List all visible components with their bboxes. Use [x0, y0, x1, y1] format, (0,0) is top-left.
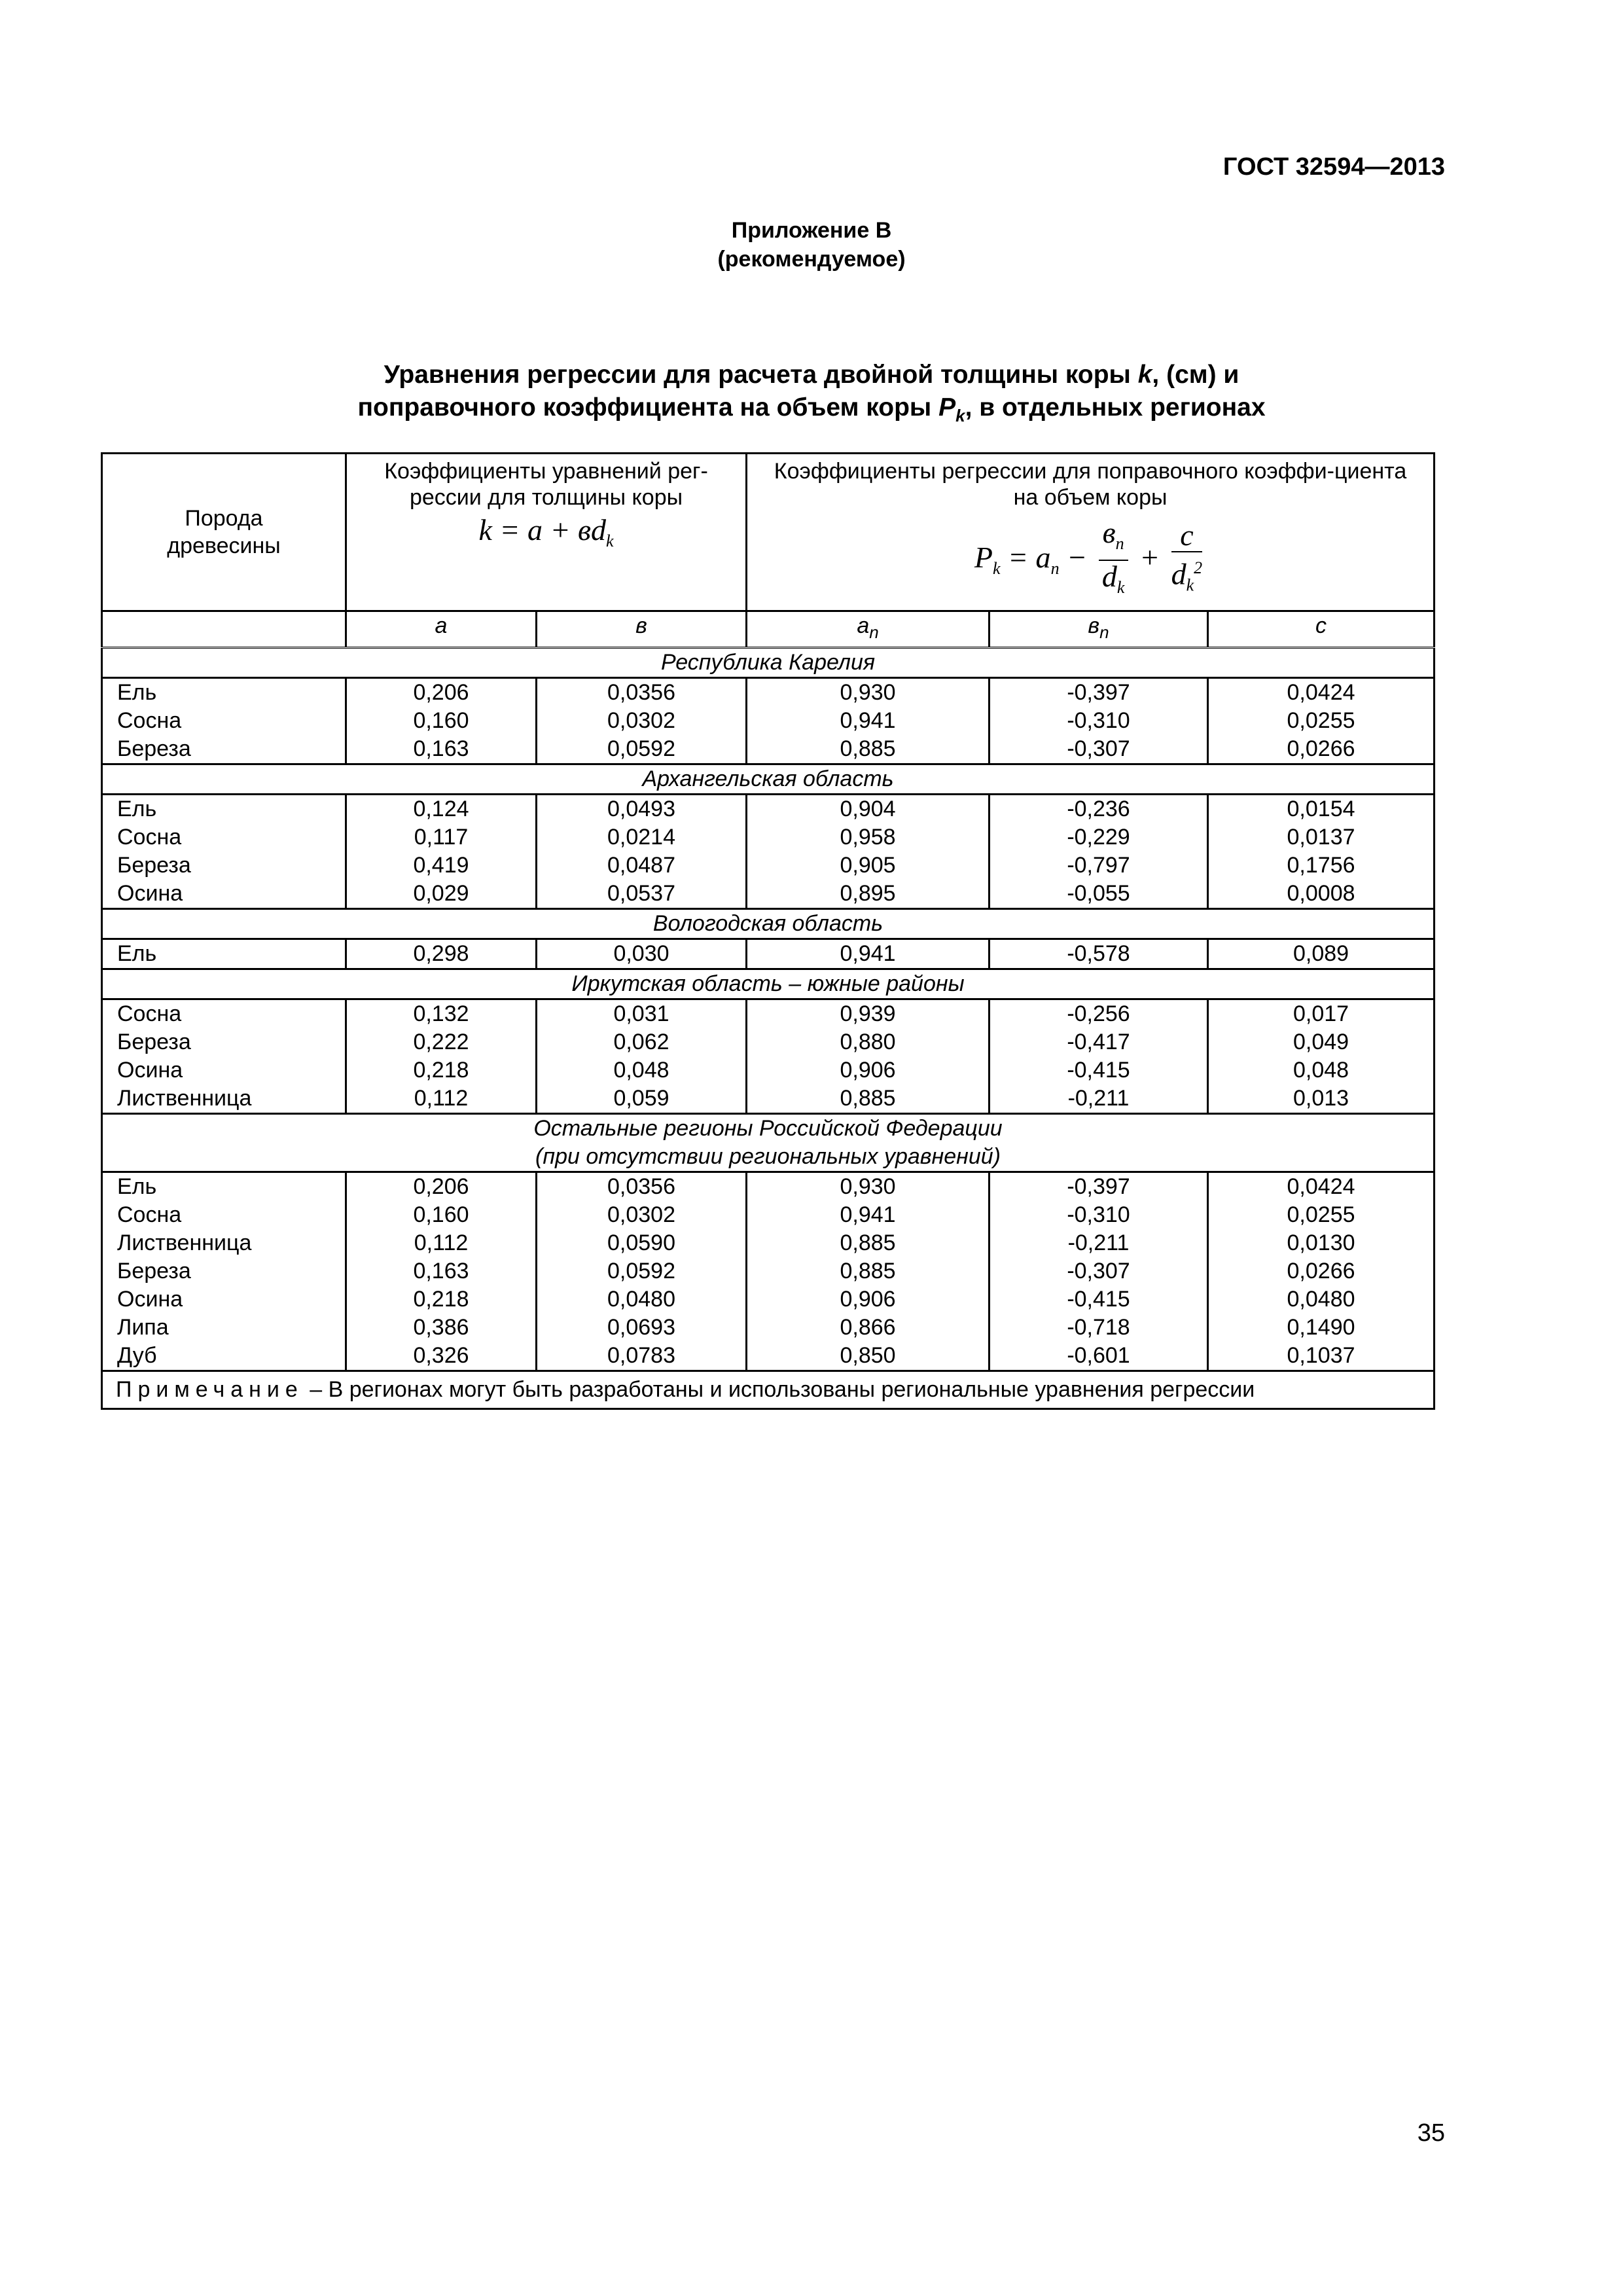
coefficient-cell: 0,904: [747, 794, 990, 823]
coefficient-cell: 0,059: [537, 1085, 747, 1114]
coefficient-cell: 0,939: [747, 999, 990, 1028]
coefficient-cell: 0,0783: [537, 1342, 747, 1371]
coefficient-cell: 0,895: [747, 880, 990, 909]
coefficient-cell: 0,1037: [1208, 1342, 1435, 1371]
coefficient-cell: 0,298: [346, 939, 537, 969]
coefficient-cell: 0,0590: [537, 1229, 747, 1257]
wood-species-cell: Ель: [102, 1172, 346, 1201]
title-text: , в отдельных регионах: [965, 393, 1266, 422]
coefficient-cell: 0,0255: [1208, 1201, 1435, 1229]
coefficient-cell: 0,124: [346, 794, 537, 823]
table-row: [102, 999, 1435, 1028]
wood-species-cell: Сосна: [102, 999, 346, 1028]
title-symbol-pk: $P_k$: [938, 393, 965, 425]
coefficient-cell: -0,055: [990, 880, 1208, 909]
coefficient-cell: -0,397: [990, 1172, 1208, 1201]
wood-species-cell: Дуб: [102, 1342, 346, 1371]
bark-volume-formula: $P_k = a_n$ − $\frac{в_n}{d_k}$ + $\frac{c}{d_k^2}$: [974, 516, 1203, 598]
title-symbol-k: k: [1137, 361, 1152, 389]
coefficient-cell: 0,906: [747, 1056, 990, 1085]
coefficient-cell: 0,419: [346, 852, 537, 880]
table-row: [102, 852, 1435, 880]
wood-species-cell: Ель: [102, 677, 346, 707]
column-symbol-an: $а_n$: [747, 611, 990, 648]
coefficient-cell: 0,1756: [1208, 852, 1435, 880]
coefficient-cell: -0,578: [990, 939, 1208, 969]
coefficient-cell: 0,0424: [1208, 1172, 1435, 1201]
coefficient-cell: 0,0480: [1208, 1285, 1435, 1314]
table-row: [102, 1201, 1435, 1229]
table-title-line-1: [0, 359, 1623, 391]
coefficient-cell: 0,062: [537, 1028, 747, 1056]
table-title: [0, 359, 1623, 432]
coefficient-cell: -0,718: [990, 1314, 1208, 1342]
column-symbol-blank: [102, 611, 346, 648]
coefficient-cell: 0,0266: [1208, 1257, 1435, 1285]
coefficient-cell: -0,417: [990, 1028, 1208, 1056]
header-row: [102, 454, 1435, 611]
coefficient-cell: -0,310: [990, 707, 1208, 735]
region-name: [102, 647, 1435, 677]
coefficient-cell: 0,049: [1208, 1028, 1435, 1056]
appendix-heading: [0, 216, 1623, 274]
table-row: [102, 1056, 1435, 1085]
coefficient-cell: 0,1490: [1208, 1314, 1435, 1342]
coefficient-cell: 0,0480: [537, 1285, 747, 1314]
coefficient-cell: 0,0693: [537, 1314, 747, 1342]
coefficient-cell: 0,222: [346, 1028, 537, 1056]
wood-species-cell: Береза: [102, 1257, 346, 1285]
region-name-line: Архангельская область: [642, 766, 894, 791]
coefficient-cell: 0,163: [346, 1257, 537, 1285]
coefficient-cell: -0,307: [990, 1257, 1208, 1285]
table-row: [102, 1257, 1435, 1285]
coefficient-cell: 0,906: [747, 1285, 990, 1314]
coefficient-cell: 0,013: [1208, 1085, 1435, 1114]
coefficient-cell: 0,0137: [1208, 823, 1435, 852]
coefficient-cell: 0,941: [747, 707, 990, 735]
coefficient-cell: 0,048: [1208, 1056, 1435, 1085]
region-name: [102, 908, 1435, 939]
coefficient-cell: 0,031: [537, 999, 747, 1028]
table-title-line-2: [0, 391, 1623, 432]
coefficient-cell: 0,0537: [537, 880, 747, 909]
region-header-row: [102, 969, 1435, 999]
coefficient-cell: -0,211: [990, 1085, 1208, 1114]
table-row: [102, 1028, 1435, 1056]
coefficient-cell: 0,930: [747, 1172, 990, 1201]
coefficient-cell: 0,0356: [537, 677, 747, 707]
region-header-row: [102, 1113, 1435, 1172]
wood-species-cell: Ель: [102, 794, 346, 823]
coefficient-cell: 0,866: [747, 1314, 990, 1342]
coefficient-cell: -0,236: [990, 794, 1208, 823]
coefficient-cell: 0,0302: [537, 1201, 747, 1229]
coefficient-cell: 0,117: [346, 823, 537, 852]
coefficient-cell: 0,0487: [537, 852, 747, 880]
coefficient-cell: 0,218: [346, 1056, 537, 1085]
note-row: [102, 1371, 1435, 1408]
wood-species-cell: Осина: [102, 1285, 346, 1314]
regression-table: [101, 452, 1435, 1410]
coefficient-cell: 0,029: [346, 880, 537, 909]
table-row: [102, 794, 1435, 823]
coefficient-cell: 0,0592: [537, 1257, 747, 1285]
table-row: [102, 677, 1435, 707]
table-row: [102, 1342, 1435, 1371]
coefficient-cell: 0,017: [1208, 999, 1435, 1028]
note-text: – В регионах могут быть разработаны и использованы региональные уравнения регрессии: [303, 1376, 1255, 1402]
coefficient-cell: 0,958: [747, 823, 990, 852]
region-name-line: Вологодская область: [652, 910, 883, 936]
region-name-line: Иркутская область – южные районы: [571, 971, 965, 996]
table-row: [102, 939, 1435, 969]
note-label: Примечание: [116, 1376, 304, 1402]
title-text: Уравнения регрессии для расчета двойной толщины коры: [383, 361, 1138, 389]
coefficient-cell: 0,132: [346, 999, 537, 1028]
table-row: [102, 1229, 1435, 1257]
bark-volume-coefficients-header: [747, 454, 1435, 611]
coefficient-cell: 0,930: [747, 677, 990, 707]
coefficient-cell: 0,941: [747, 1201, 990, 1229]
coefficient-cell: -0,310: [990, 1201, 1208, 1229]
coefficient-cell: 0,0255: [1208, 707, 1435, 735]
table-row: [102, 823, 1435, 852]
column-symbol-b: в: [537, 611, 747, 648]
coefficient-cell: 0,030: [537, 939, 747, 969]
region-header-row: [102, 647, 1435, 677]
appendix-label: Приложение В: [731, 218, 892, 243]
coefficient-cell: 0,880: [747, 1028, 990, 1056]
coefficient-cell: -0,397: [990, 677, 1208, 707]
wood-species-cell: Лиственница: [102, 1085, 346, 1114]
document-id: ГОСТ 32594—2013: [1222, 153, 1445, 181]
coefficient-cell: 0,885: [747, 1229, 990, 1257]
table-row: [102, 880, 1435, 909]
coefficient-cell: -0,601: [990, 1342, 1208, 1371]
region-name: [102, 764, 1435, 794]
coefficient-cell: 0,112: [346, 1229, 537, 1257]
coefficient-cell: 0,850: [747, 1342, 990, 1371]
coefficient-cell: 0,386: [346, 1314, 537, 1342]
coefficient-cell: 0,160: [346, 707, 537, 735]
wood-species-cell: Лиственница: [102, 1229, 346, 1257]
coefficient-cell: 0,0356: [537, 1172, 747, 1201]
coefficient-cell: 0,0592: [537, 735, 747, 764]
coefficient-cell: 0,941: [747, 939, 990, 969]
coefficient-cell: 0,905: [747, 852, 990, 880]
table-row: [102, 735, 1435, 764]
coefficient-cell: -0,256: [990, 999, 1208, 1028]
wood-species-header: Порода древесины: [102, 454, 346, 611]
region-name-line: Остальные регионы Российской Федерации: [533, 1115, 1003, 1141]
wood-species-cell: Осина: [102, 880, 346, 909]
column-symbol-bn: $в_n$: [990, 611, 1208, 648]
coefficient-cell: -0,415: [990, 1285, 1208, 1314]
column-symbol-c: с: [1208, 611, 1435, 648]
coefficient-cell: 0,160: [346, 1201, 537, 1229]
wood-species-cell: Береза: [102, 735, 346, 764]
wood-species-cell: Липа: [102, 1314, 346, 1342]
table-row: [102, 707, 1435, 735]
column-symbol-a: а: [346, 611, 537, 648]
coefficient-cell: -0,211: [990, 1229, 1208, 1257]
region-name: [102, 1113, 1435, 1172]
page-number: 35: [1417, 2119, 1445, 2147]
coefficient-cell: 0,0214: [537, 823, 747, 852]
coefficient-cell: 0,0266: [1208, 735, 1435, 764]
coefficient-cell: 0,048: [537, 1056, 747, 1085]
coefficient-cell: 0,0424: [1208, 677, 1435, 707]
group1-title: Коэффициенты уравнений рег-рессии для толщины коры: [384, 459, 708, 510]
coefficient-cell: 0,885: [747, 1257, 990, 1285]
wood-species-cell: Береза: [102, 852, 346, 880]
wood-species-cell: Береза: [102, 1028, 346, 1056]
region-name-line: (при отсутствии региональных уравнений): [535, 1143, 1001, 1169]
title-text: , (см) и: [1152, 361, 1240, 389]
coefficient-cell: -0,229: [990, 823, 1208, 852]
coefficient-cell: 0,885: [747, 1085, 990, 1114]
coefficient-cell: 0,206: [346, 677, 537, 707]
column-symbols-row: [102, 611, 1435, 648]
coefficient-cell: 0,112: [346, 1085, 537, 1114]
table-row: [102, 1085, 1435, 1114]
coefficient-cell: 0,206: [346, 1172, 537, 1201]
coefficient-cell: -0,415: [990, 1056, 1208, 1085]
wood-species-cell: Сосна: [102, 707, 346, 735]
title-text: поправочного коэффициента на объем коры: [357, 393, 939, 422]
coefficient-cell: 0,0130: [1208, 1229, 1435, 1257]
region-header-row: [102, 908, 1435, 939]
coefficient-cell: 0,885: [747, 735, 990, 764]
coefficient-cell: 0,0493: [537, 794, 747, 823]
region-name-line: Республика Карелия: [660, 649, 876, 675]
coefficient-cell: 0,163: [346, 735, 537, 764]
wood-species-cell: Сосна: [102, 1201, 346, 1229]
wood-species-cell: Сосна: [102, 823, 346, 852]
wood-species-cell: Осина: [102, 1056, 346, 1085]
coefficient-cell: -0,797: [990, 852, 1208, 880]
table-row: [102, 1285, 1435, 1314]
coefficient-cell: 0,0302: [537, 707, 747, 735]
wood-species-cell: Ель: [102, 939, 346, 969]
table-row: [102, 1172, 1435, 1201]
region-header-row: [102, 764, 1435, 794]
coefficient-cell: 0,218: [346, 1285, 537, 1314]
coefficient-cell: 0,089: [1208, 939, 1435, 969]
appendix-status: (рекомендуемое): [717, 247, 906, 272]
coefficient-cell: 0,0154: [1208, 794, 1435, 823]
bark-thickness-coefficients-header: [346, 454, 747, 611]
regression-table-body: [102, 454, 1435, 1409]
coefficient-cell: 0,0008: [1208, 880, 1435, 909]
coefficient-cell: 0,326: [346, 1342, 537, 1371]
group2-title: Коэффициенты регрессии для поправочного коэффи-циента на объем коры: [774, 459, 1407, 510]
bark-thickness-formula: $k = a + вd_k$: [478, 513, 614, 551]
table-row: [102, 1314, 1435, 1342]
table-note: [102, 1371, 1435, 1408]
coefficient-cell: -0,307: [990, 735, 1208, 764]
region-name: [102, 969, 1435, 999]
